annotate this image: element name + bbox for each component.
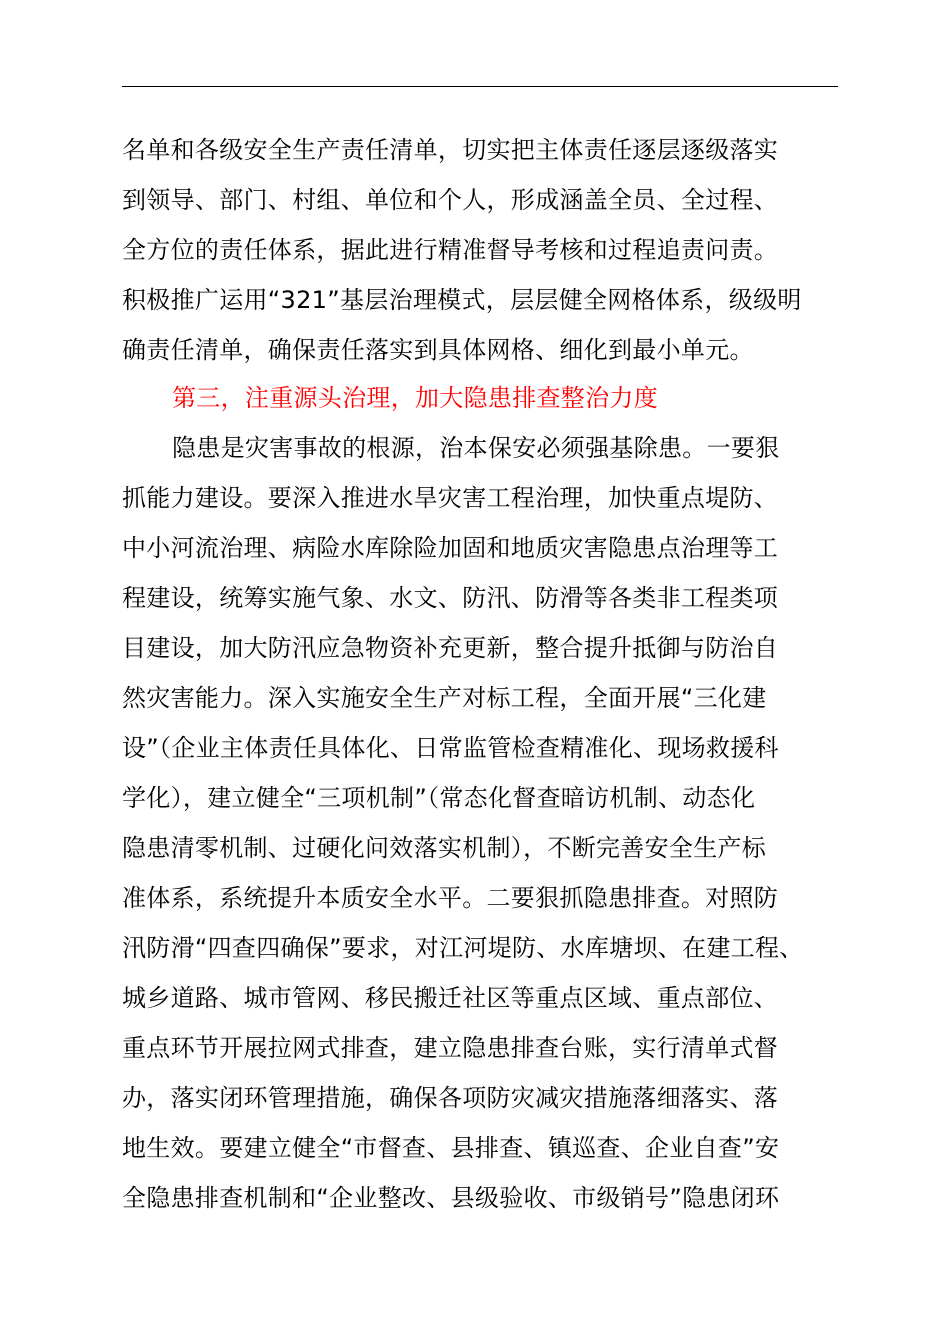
text-line: 到领导、部门、村组、单位和个人，形成涵盖全员、全过程、	[122, 186, 779, 214]
header-rule	[122, 86, 838, 87]
text-line: 程建设，统筹实施气象、水文、防汛、防滑等各类非工程类项	[122, 584, 779, 612]
text-line: 汛防滑“四查四确保”要求，对江河堤防、水库塘坝、在建工程、	[122, 934, 804, 962]
text-line: 地生效。要建立健全“市督查、县排查、镇巡查、企业自查”安	[122, 1134, 780, 1162]
text-line: 中小河流治理、病险水库除险加固和地质灾害隐患点治理等工	[122, 534, 779, 562]
text-line: 城乡道路、城市管网、移民搬迁社区等重点区域、重点部位、	[122, 984, 779, 1012]
text-line: 全方位的责任体系，据此进行精准督导考核和过程追责问责。	[122, 236, 779, 264]
text-line: 抓能力建设。要深入推进水旱灾害工程治理，加快重点堤防、	[122, 484, 779, 512]
paragraph-first-line: 隐患是灾害事故的根源，治本保安必须强基除患。一要狠	[172, 434, 780, 462]
text-line: 办，落实闭环管理措施，确保各项防灾减灾措施落细落实、落	[122, 1084, 779, 1112]
text-line: 目建设，加大防汛应急物资补充更新，整合提升抵御与防治自	[122, 634, 779, 662]
text-line: 积极推广运用“321”基层治理模式，层层健全网格体系，级级明	[122, 286, 802, 314]
section-heading: 第三，注重源头治理，加大隐患排查整治力度	[172, 384, 658, 412]
text-line: 隐患清零机制、过硬化问效落实机制），不断完善安全生产标	[122, 834, 767, 862]
text-line: 学化），建立健全“三项机制”（常态化督查暗访机制、动态化	[122, 784, 756, 812]
text-line: 准体系，系统提升本质安全水平。二要狠抓隐患排查。对照防	[122, 884, 779, 912]
text-line: 设”（企业主体责任具体化、日常监管检查精准化、现场救援科	[122, 734, 779, 762]
text-line: 然灾害能力。深入实施安全生产对标工程，全面开展“三化建	[122, 684, 767, 712]
text-line: 重点环节开展拉网式排查，建立隐患排查台账，实行清单式督	[122, 1034, 779, 1062]
text-line: 全隐患排查机制和“企业整改、县级验收、市级销号”隐患闭环	[122, 1184, 780, 1212]
text-line: 名单和各级安全生产责任清单，切实把主体责任逐层逐级落实	[122, 136, 779, 164]
text-line: 确责任清单，确保责任落实到具体网格、细化到最小单元。	[122, 336, 754, 364]
